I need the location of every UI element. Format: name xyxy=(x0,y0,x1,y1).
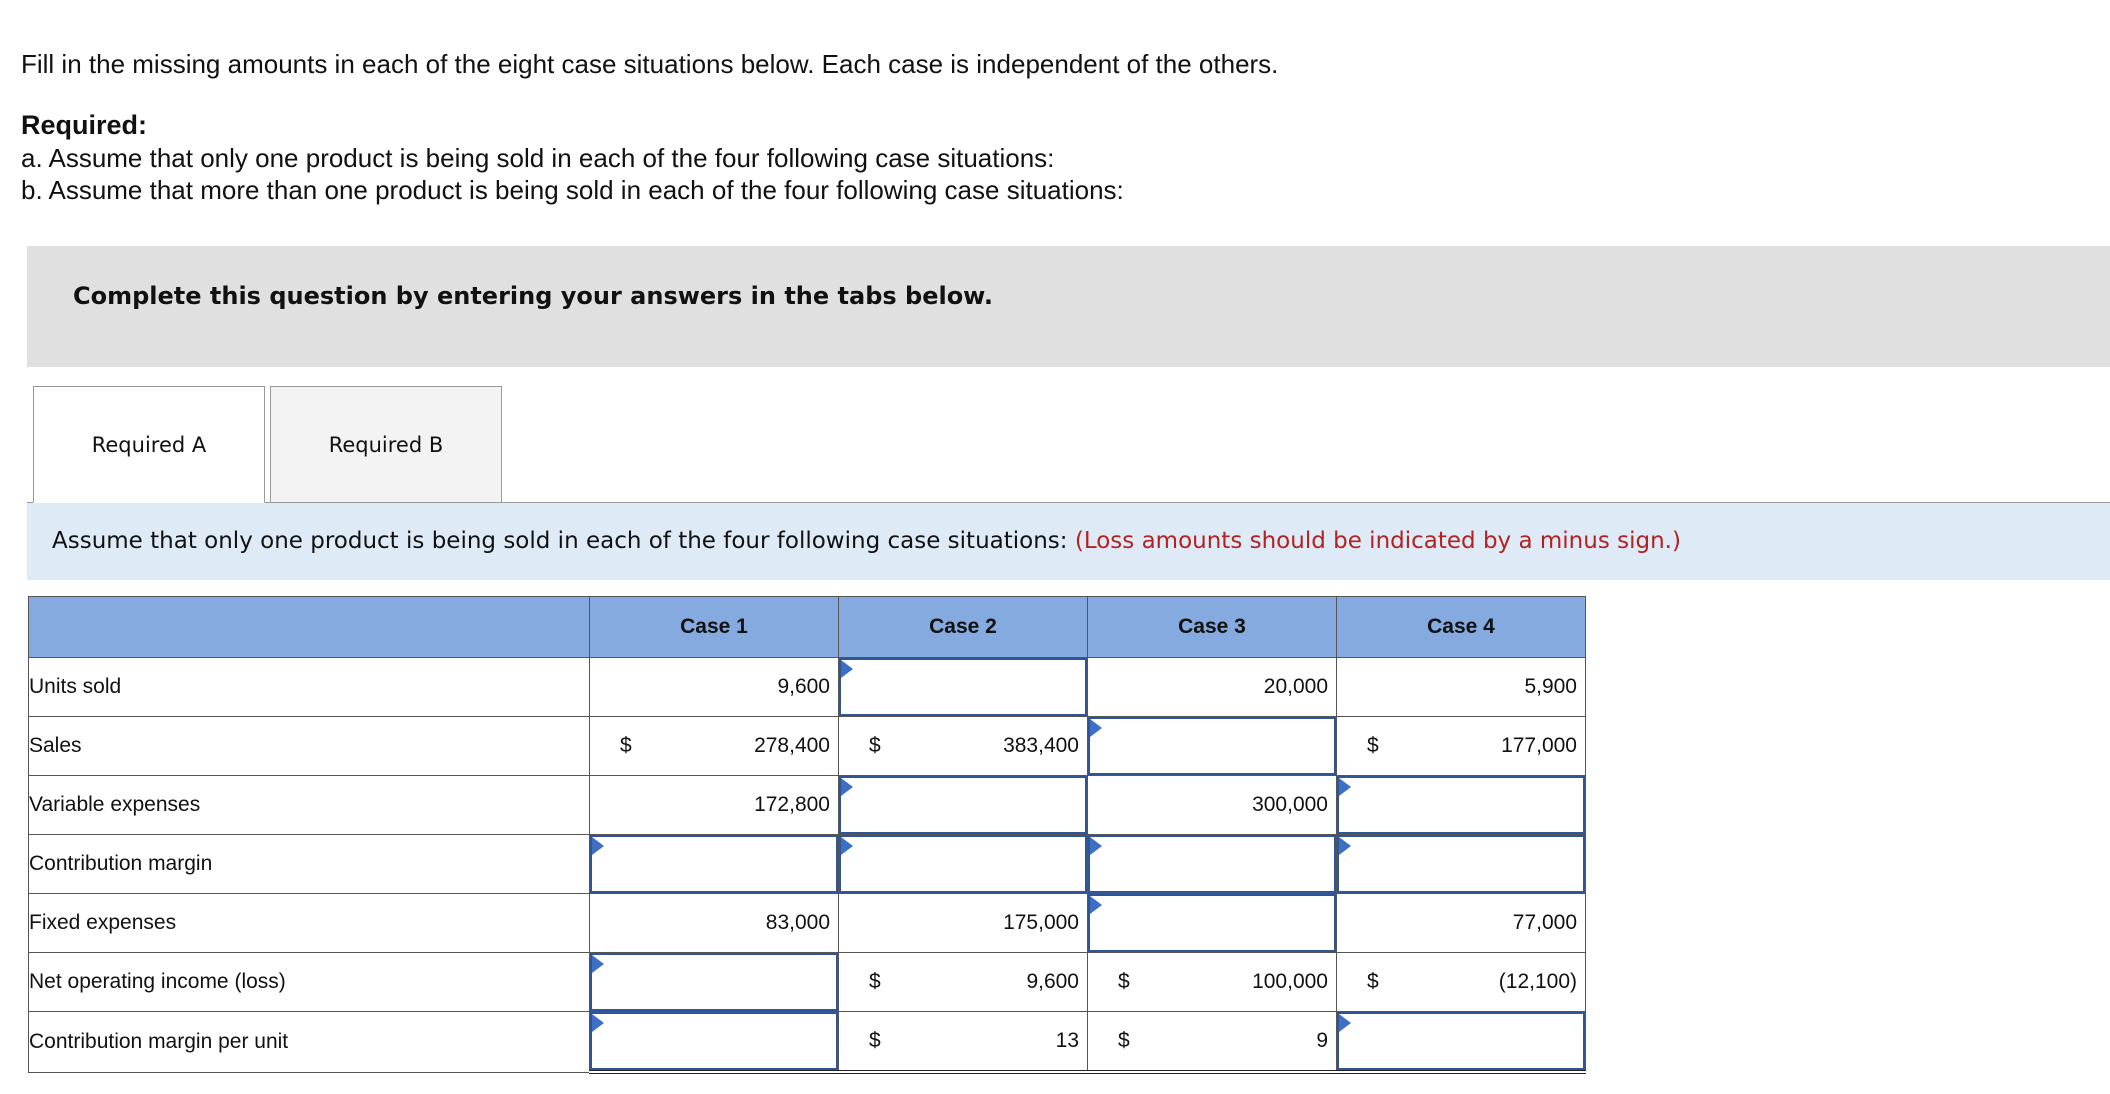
instruction-bar xyxy=(27,503,2110,580)
case-1-cell[interactable] xyxy=(590,953,839,1012)
case-table xyxy=(28,596,1586,1074)
value-cell xyxy=(1337,717,1585,775)
answer-input[interactable] xyxy=(592,837,836,891)
case-3-cell[interactable] xyxy=(1088,717,1337,776)
answer-input[interactable] xyxy=(592,955,836,1009)
case-1-cell xyxy=(590,717,839,776)
answer-input-box[interactable] xyxy=(839,776,1087,834)
table-row xyxy=(29,953,1586,1012)
cell-value: 100,000 xyxy=(1252,970,1328,993)
answer-input[interactable] xyxy=(841,778,1085,832)
currency-symbol: $ xyxy=(1367,734,1379,757)
case-3-cell[interactable] xyxy=(1088,894,1337,953)
cell-value: 175,000 xyxy=(1003,911,1079,934)
input-marker-icon xyxy=(841,778,853,796)
case-2-cell[interactable] xyxy=(839,776,1088,835)
table-row xyxy=(29,658,1586,717)
required-a-text: a. Assume that only one product is being sold in each of the four following case situations: xyxy=(21,143,1055,173)
row-label: Sales xyxy=(29,717,590,776)
value-cell xyxy=(1088,1012,1336,1070)
case-4-cell[interactable] xyxy=(1337,776,1586,835)
table-row xyxy=(29,835,1586,894)
value-cell xyxy=(1337,953,1585,1011)
currency-symbol: $ xyxy=(1367,970,1379,993)
table-row xyxy=(29,1012,1586,1073)
header-blank xyxy=(29,597,590,658)
case-3-cell xyxy=(1088,1012,1337,1073)
answer-input-box[interactable] xyxy=(839,835,1087,893)
input-marker-icon xyxy=(592,837,604,855)
case-1-cell[interactable] xyxy=(590,835,839,894)
value-cell xyxy=(839,717,1087,775)
answer-input-box[interactable] xyxy=(839,658,1087,716)
value-cell xyxy=(590,776,838,834)
row-label: Net operating income (loss) xyxy=(29,953,590,1012)
row-label: Contribution margin per unit xyxy=(29,1012,590,1073)
answer-input-box[interactable] xyxy=(1088,835,1336,893)
case-2-cell xyxy=(839,1012,1088,1073)
answer-input[interactable] xyxy=(1339,1014,1583,1068)
header-case-2: Case 2 xyxy=(839,597,1088,658)
answer-input-box[interactable] xyxy=(590,835,838,893)
case-4-cell xyxy=(1337,953,1586,1012)
cell-value: 177,000 xyxy=(1501,734,1577,757)
case-2-cell xyxy=(839,894,1088,953)
cell-value: 9,600 xyxy=(1026,970,1079,993)
currency-symbol: $ xyxy=(1118,970,1130,993)
answer-input[interactable] xyxy=(841,837,1085,891)
intro-text: Fill in the missing amounts in each of the eight case situations below. Each case is independent of the others. xyxy=(21,49,1279,79)
answer-input-box[interactable] xyxy=(1088,717,1336,775)
input-marker-icon xyxy=(1339,778,1351,796)
input-marker-icon xyxy=(1090,837,1102,855)
currency-symbol: $ xyxy=(869,734,881,757)
case-2-cell[interactable] xyxy=(839,658,1088,717)
cell-value: 5,900 xyxy=(1524,675,1577,698)
input-marker-icon xyxy=(592,1014,604,1032)
value-cell xyxy=(590,717,838,775)
instruction-main: Assume that only one product is being sold in each of the four following case situations: xyxy=(52,528,1068,554)
case-2-cell xyxy=(839,953,1088,1012)
input-marker-icon xyxy=(592,955,604,973)
case-2-cell xyxy=(839,717,1088,776)
case-1-cell xyxy=(590,658,839,717)
input-marker-icon xyxy=(1090,719,1102,737)
instruction-note: (Loss amounts should be indicated by a minus sign.) xyxy=(1074,528,1681,554)
case-3-cell xyxy=(1088,953,1337,1012)
row-label: Fixed expenses xyxy=(29,894,590,953)
required-b-text: b. Assume that more than one product is being sold in each of the four following case situations: xyxy=(21,175,1124,205)
header-case-1: Case 1 xyxy=(590,597,839,658)
input-marker-icon xyxy=(1339,837,1351,855)
answer-input-box[interactable] xyxy=(1088,894,1336,952)
cell-value: 383,400 xyxy=(1003,734,1079,757)
answer-input[interactable] xyxy=(841,660,1085,714)
input-marker-icon xyxy=(841,660,853,678)
banner-text: Complete this question by entering your answers in the tabs below. xyxy=(73,282,993,310)
instructions-banner xyxy=(27,246,2110,367)
value-cell xyxy=(590,658,838,716)
answer-input[interactable] xyxy=(1090,837,1334,891)
currency-symbol: $ xyxy=(620,734,632,757)
case-2-cell[interactable] xyxy=(839,835,1088,894)
required-heading: Required: xyxy=(21,110,148,140)
case-3-cell[interactable] xyxy=(1088,835,1337,894)
input-marker-icon xyxy=(841,837,853,855)
value-cell xyxy=(1337,894,1585,952)
input-marker-icon xyxy=(1090,896,1102,914)
answer-input-box[interactable] xyxy=(1337,835,1585,893)
table-row xyxy=(29,717,1586,776)
currency-symbol: $ xyxy=(869,970,881,993)
cell-value: 172,800 xyxy=(754,793,830,816)
table-row xyxy=(29,894,1586,953)
value-cell xyxy=(1337,658,1585,716)
cell-value: 83,000 xyxy=(765,911,830,934)
header-row xyxy=(29,597,1586,658)
row-label: Contribution margin xyxy=(29,835,590,894)
answer-input[interactable] xyxy=(1339,778,1583,832)
value-cell xyxy=(1088,953,1336,1011)
case-4-cell xyxy=(1337,894,1586,953)
value-cell xyxy=(1088,776,1336,834)
case-1-cell xyxy=(590,894,839,953)
row-label: Variable expenses xyxy=(29,776,590,835)
currency-symbol: $ xyxy=(1118,1029,1130,1052)
case-4-cell[interactable] xyxy=(1337,1012,1586,1073)
cell-value: 20,000 xyxy=(1263,675,1328,698)
instruction-text xyxy=(52,528,1681,554)
header-case-3: Case 3 xyxy=(1088,597,1337,658)
value-cell xyxy=(839,894,1087,952)
cell-value: 77,000 xyxy=(1512,911,1577,934)
value-cell xyxy=(839,1012,1087,1070)
cell-value: 9,600 xyxy=(777,675,830,698)
answer-input-box[interactable] xyxy=(1337,1012,1585,1070)
answer-input[interactable] xyxy=(1090,719,1334,773)
value-cell xyxy=(839,953,1087,1011)
case-4-cell xyxy=(1337,658,1586,717)
row-label: Units sold xyxy=(29,658,590,717)
value-cell xyxy=(590,894,838,952)
value-cell xyxy=(1088,658,1336,716)
answer-input-box[interactable] xyxy=(590,953,838,1011)
cell-value: 13 xyxy=(1055,1029,1079,1052)
cell-value: 9 xyxy=(1316,1029,1328,1052)
tab-required-b[interactable] xyxy=(270,386,502,503)
answer-input-box[interactable] xyxy=(590,1012,838,1070)
table-row xyxy=(29,776,1586,835)
case-3-cell xyxy=(1088,658,1337,717)
currency-symbol: $ xyxy=(869,1029,881,1052)
answer-input[interactable] xyxy=(592,1014,836,1068)
answer-input[interactable] xyxy=(1090,896,1334,950)
tab-required-a[interactable] xyxy=(33,386,265,503)
case-1-cell[interactable] xyxy=(590,1012,839,1073)
tab-required-a-label: Required A xyxy=(91,432,207,457)
answer-input[interactable] xyxy=(1339,837,1583,891)
header-case-4: Case 4 xyxy=(1337,597,1586,658)
answer-input-box[interactable] xyxy=(1337,776,1585,834)
tab-required-b-label: Required B xyxy=(328,432,444,457)
case-1-cell xyxy=(590,776,839,835)
input-marker-icon xyxy=(1339,1014,1351,1032)
cell-value: 300,000 xyxy=(1252,793,1328,816)
case-3-cell xyxy=(1088,776,1337,835)
case-4-cell[interactable] xyxy=(1337,835,1586,894)
cell-value: (12,100) xyxy=(1498,970,1577,993)
case-4-cell xyxy=(1337,717,1586,776)
cell-value: 278,400 xyxy=(754,734,830,757)
